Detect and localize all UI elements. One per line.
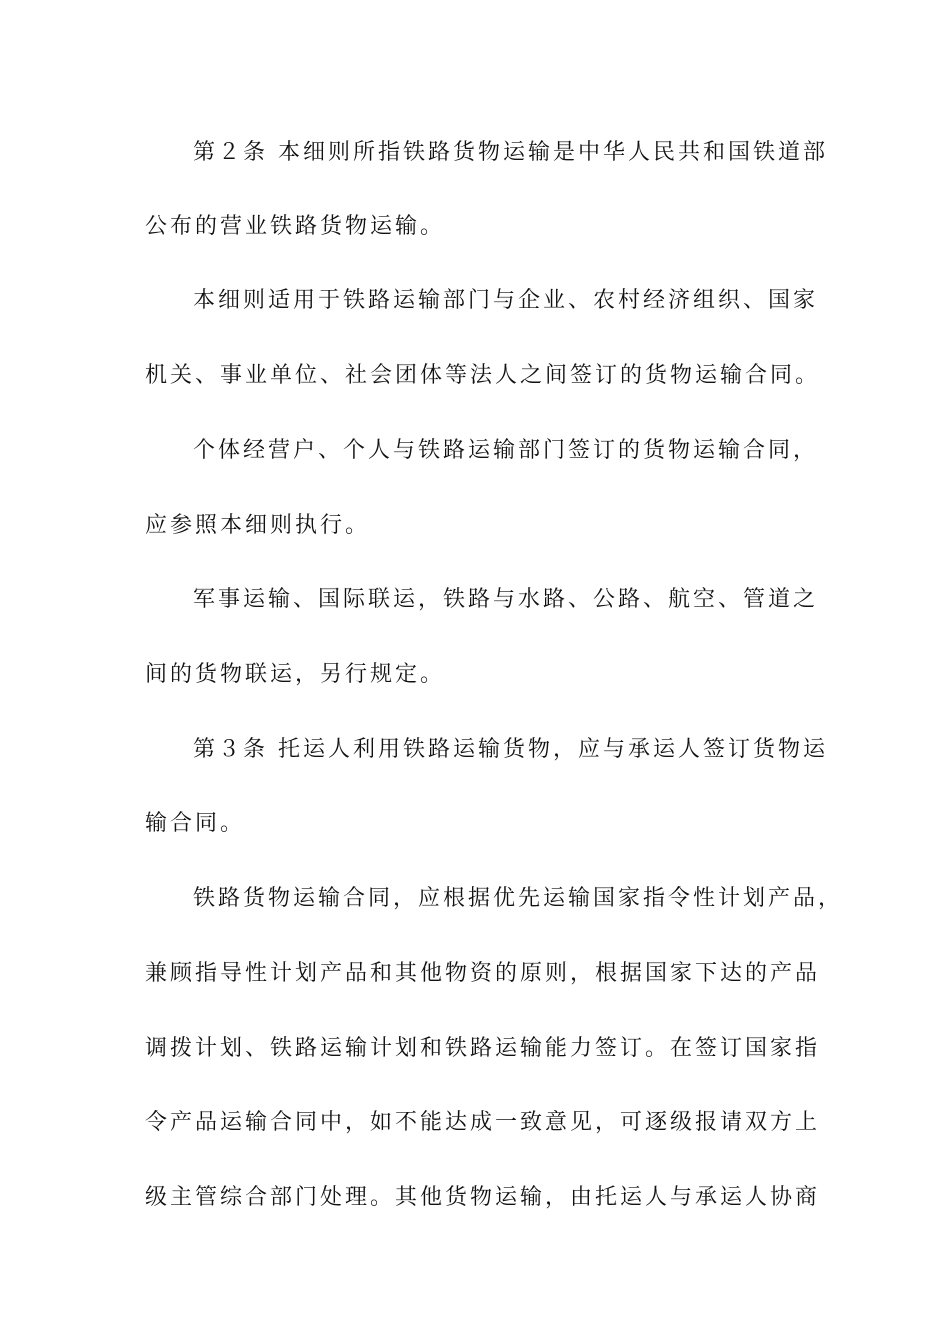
article-3-line-2: 输合同。 [145, 811, 246, 836]
contract-line-5: 级主管综合部门处理。其他货物运输，由托运人与承运人协商 [145, 1185, 821, 1210]
scope-line-2: 机关、事业单位、社会团体等法人之间签订的货物运输合同。 [145, 363, 821, 388]
contract-line-4: 令产品运输合同中，如不能达成一致意见，可逐级报请双方上 [145, 1110, 821, 1135]
military-line-2: 间的货物联运，另行规定。 [145, 662, 446, 687]
scope-line-1: 本细则适用于铁路运输部门与企业、农村经济组织、国家 [193, 288, 819, 313]
article-2-line-1: 第２条 本细则所指铁路货物运输是中华人民共和国铁道部 [193, 140, 828, 165]
contract-line-1: 铁路货物运输合同，应根据优先运输国家指令性计划产品， [193, 886, 844, 911]
individual-line-2: 应参照本细则执行。 [145, 513, 371, 538]
article-3-line-1: 第３条 托运人利用铁路运输货物，应与承运人签订货物运 [193, 737, 828, 762]
contract-line-2: 兼顾指导性计划产品和其他物资的原则，根据国家下达的产品 [145, 961, 821, 986]
article-2-line-2: 公布的营业铁路货物运输。 [145, 214, 446, 239]
individual-line-1: 个体经营户、个人与铁路运输部门签订的货物运输合同， [193, 438, 819, 463]
contract-line-3: 调拨计划、铁路运输计划和铁路运输能力签订。在签订国家指 [145, 1036, 821, 1061]
military-line-1: 军事运输、国际联运，铁路与水路、公路、航空、管道之 [193, 587, 819, 612]
